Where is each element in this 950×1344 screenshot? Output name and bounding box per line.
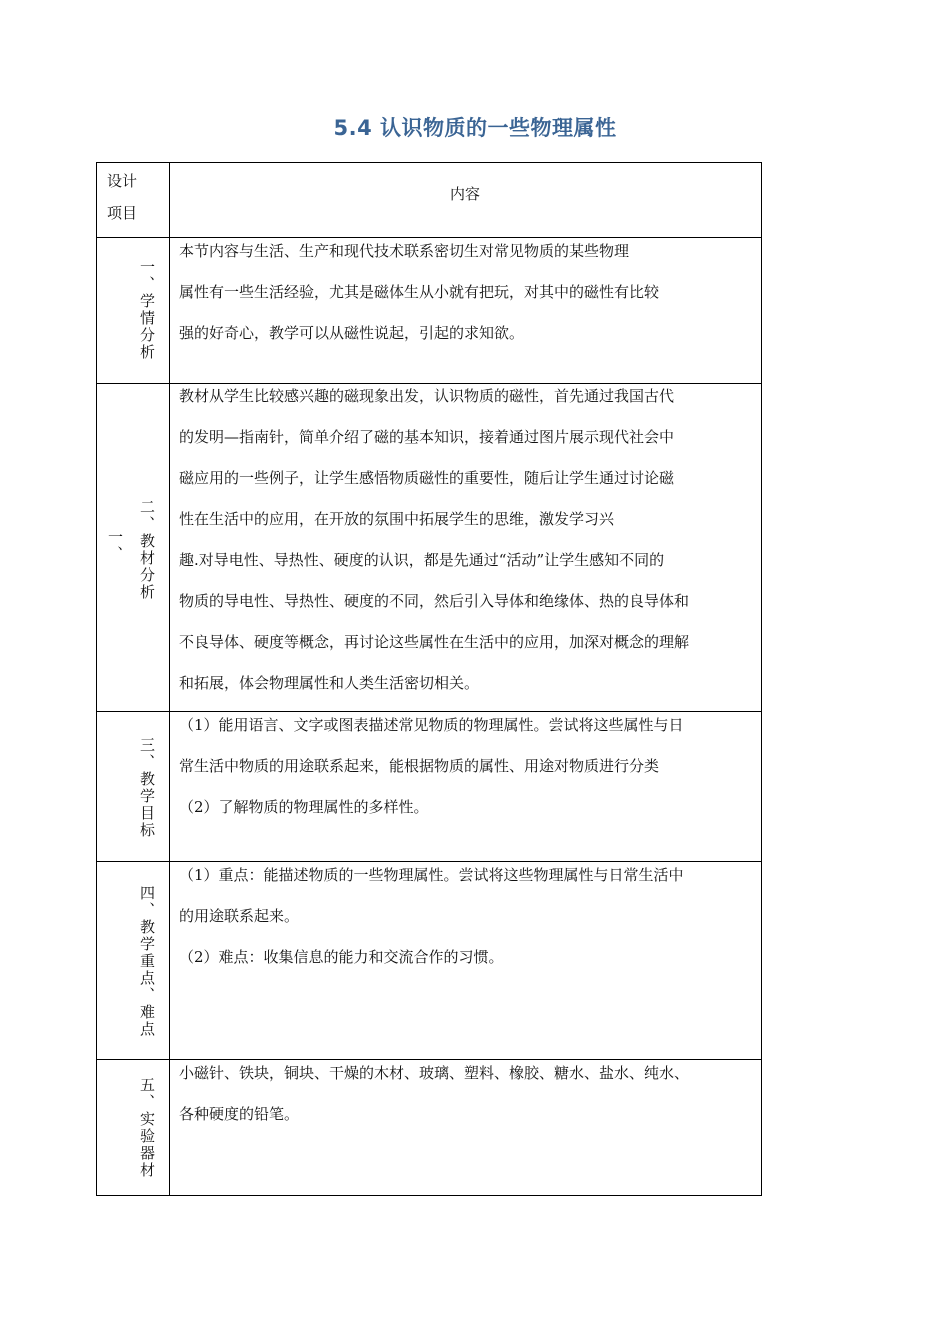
row-label-equipment: 五、实验器材 <box>138 1077 156 1179</box>
content-line: 各种硬度的铅笔。 <box>179 1105 300 1123</box>
row-content-learning-analysis <box>179 231 659 354</box>
content-line: 和拓展，体会物理属性和人类生活密切相关。 <box>179 674 480 692</box>
content-line: 教材从学生比较感兴趣的磁现象出发，认识物质的磁性，首先通过我国古代 <box>179 387 675 405</box>
row-content-equipment <box>179 1053 689 1135</box>
content-line: 物质的导电性、导热性、硬度的不同，然后引入导体和绝缘体、热的良导体和 <box>179 592 690 610</box>
row-content-teaching-goals <box>179 705 684 828</box>
content-line: 不良导体、硬度等概念，再讨论这些属性在生活中的应用，加深对概念的理解 <box>179 633 690 651</box>
content-line: （1）能用语言、文字或图表描述常见物质的物理属性。尝试将这些属性与日 <box>179 716 684 734</box>
content-line: 常生活中物质的用途联系起来，能根据物质的属性、用途对物质进行分类 <box>179 757 660 775</box>
header-content-label: 内容 <box>449 185 480 203</box>
content-line: 趣.对导电性、导热性、硬度的认识，都是先通过“活动”让学生感知不同的 <box>179 551 665 569</box>
row-label-learning-analysis: 一、学情分析 <box>138 259 156 361</box>
content-line: 的发明—指南针，简单介绍了磁的基本知识，接着通过图片展示现代社会中 <box>179 428 675 446</box>
content-line: （2）难点：收集信息的能力和交流合作的习惯。 <box>179 948 504 966</box>
content-line: 本节内容与生活、生产和现代技术联系密切生对常见物质的某些物理 <box>179 242 630 260</box>
header-label-line2: 项目 <box>107 204 138 222</box>
content-line: 小磁针、铁块，铜块、干燥的木材、玻璃、塑料、橡胶、糖水、盐水、纯水、 <box>179 1064 690 1082</box>
content-line: 强的好奇心，教学可以从磁性说起，引起的求知欲。 <box>179 324 525 342</box>
row-label-textbook-analysis: 二、教材分析 <box>138 499 156 601</box>
row-content-key-points <box>179 855 684 978</box>
lesson-plan-table <box>96 162 762 1196</box>
content-line: （1）重点：能描述物质的一些物理属性。尝试将这些物理属性与日常生活中 <box>179 866 684 884</box>
column-divider <box>169 163 170 1195</box>
content-line: 磁应用的一些例子，让学生感悟物质磁性的重要性，随后让学生通过讨论磁 <box>179 469 675 487</box>
side-mark: 一、 <box>106 529 124 563</box>
document-title: 5.4 认识物质的一些物理属性 <box>333 116 617 140</box>
row-label-key-points: 四、教学重点、难点 <box>138 885 156 1038</box>
row-label-teaching-goals: 三、教学目标 <box>138 737 156 839</box>
content-line: （2）了解物质的物理属性的多样性。 <box>179 798 429 816</box>
content-line: 性在生活中的应用，在开放的氛围中拓展学生的思维，激发学习兴 <box>179 510 615 528</box>
row-content-textbook-analysis <box>179 376 689 704</box>
content-line: 属性有一些生活经验，尤其是磁体生从小就有把玩，对其中的磁性有比较 <box>179 283 660 301</box>
content-line: 的用途联系起来。 <box>179 907 300 925</box>
header-label-line1: 设计 <box>107 172 138 190</box>
